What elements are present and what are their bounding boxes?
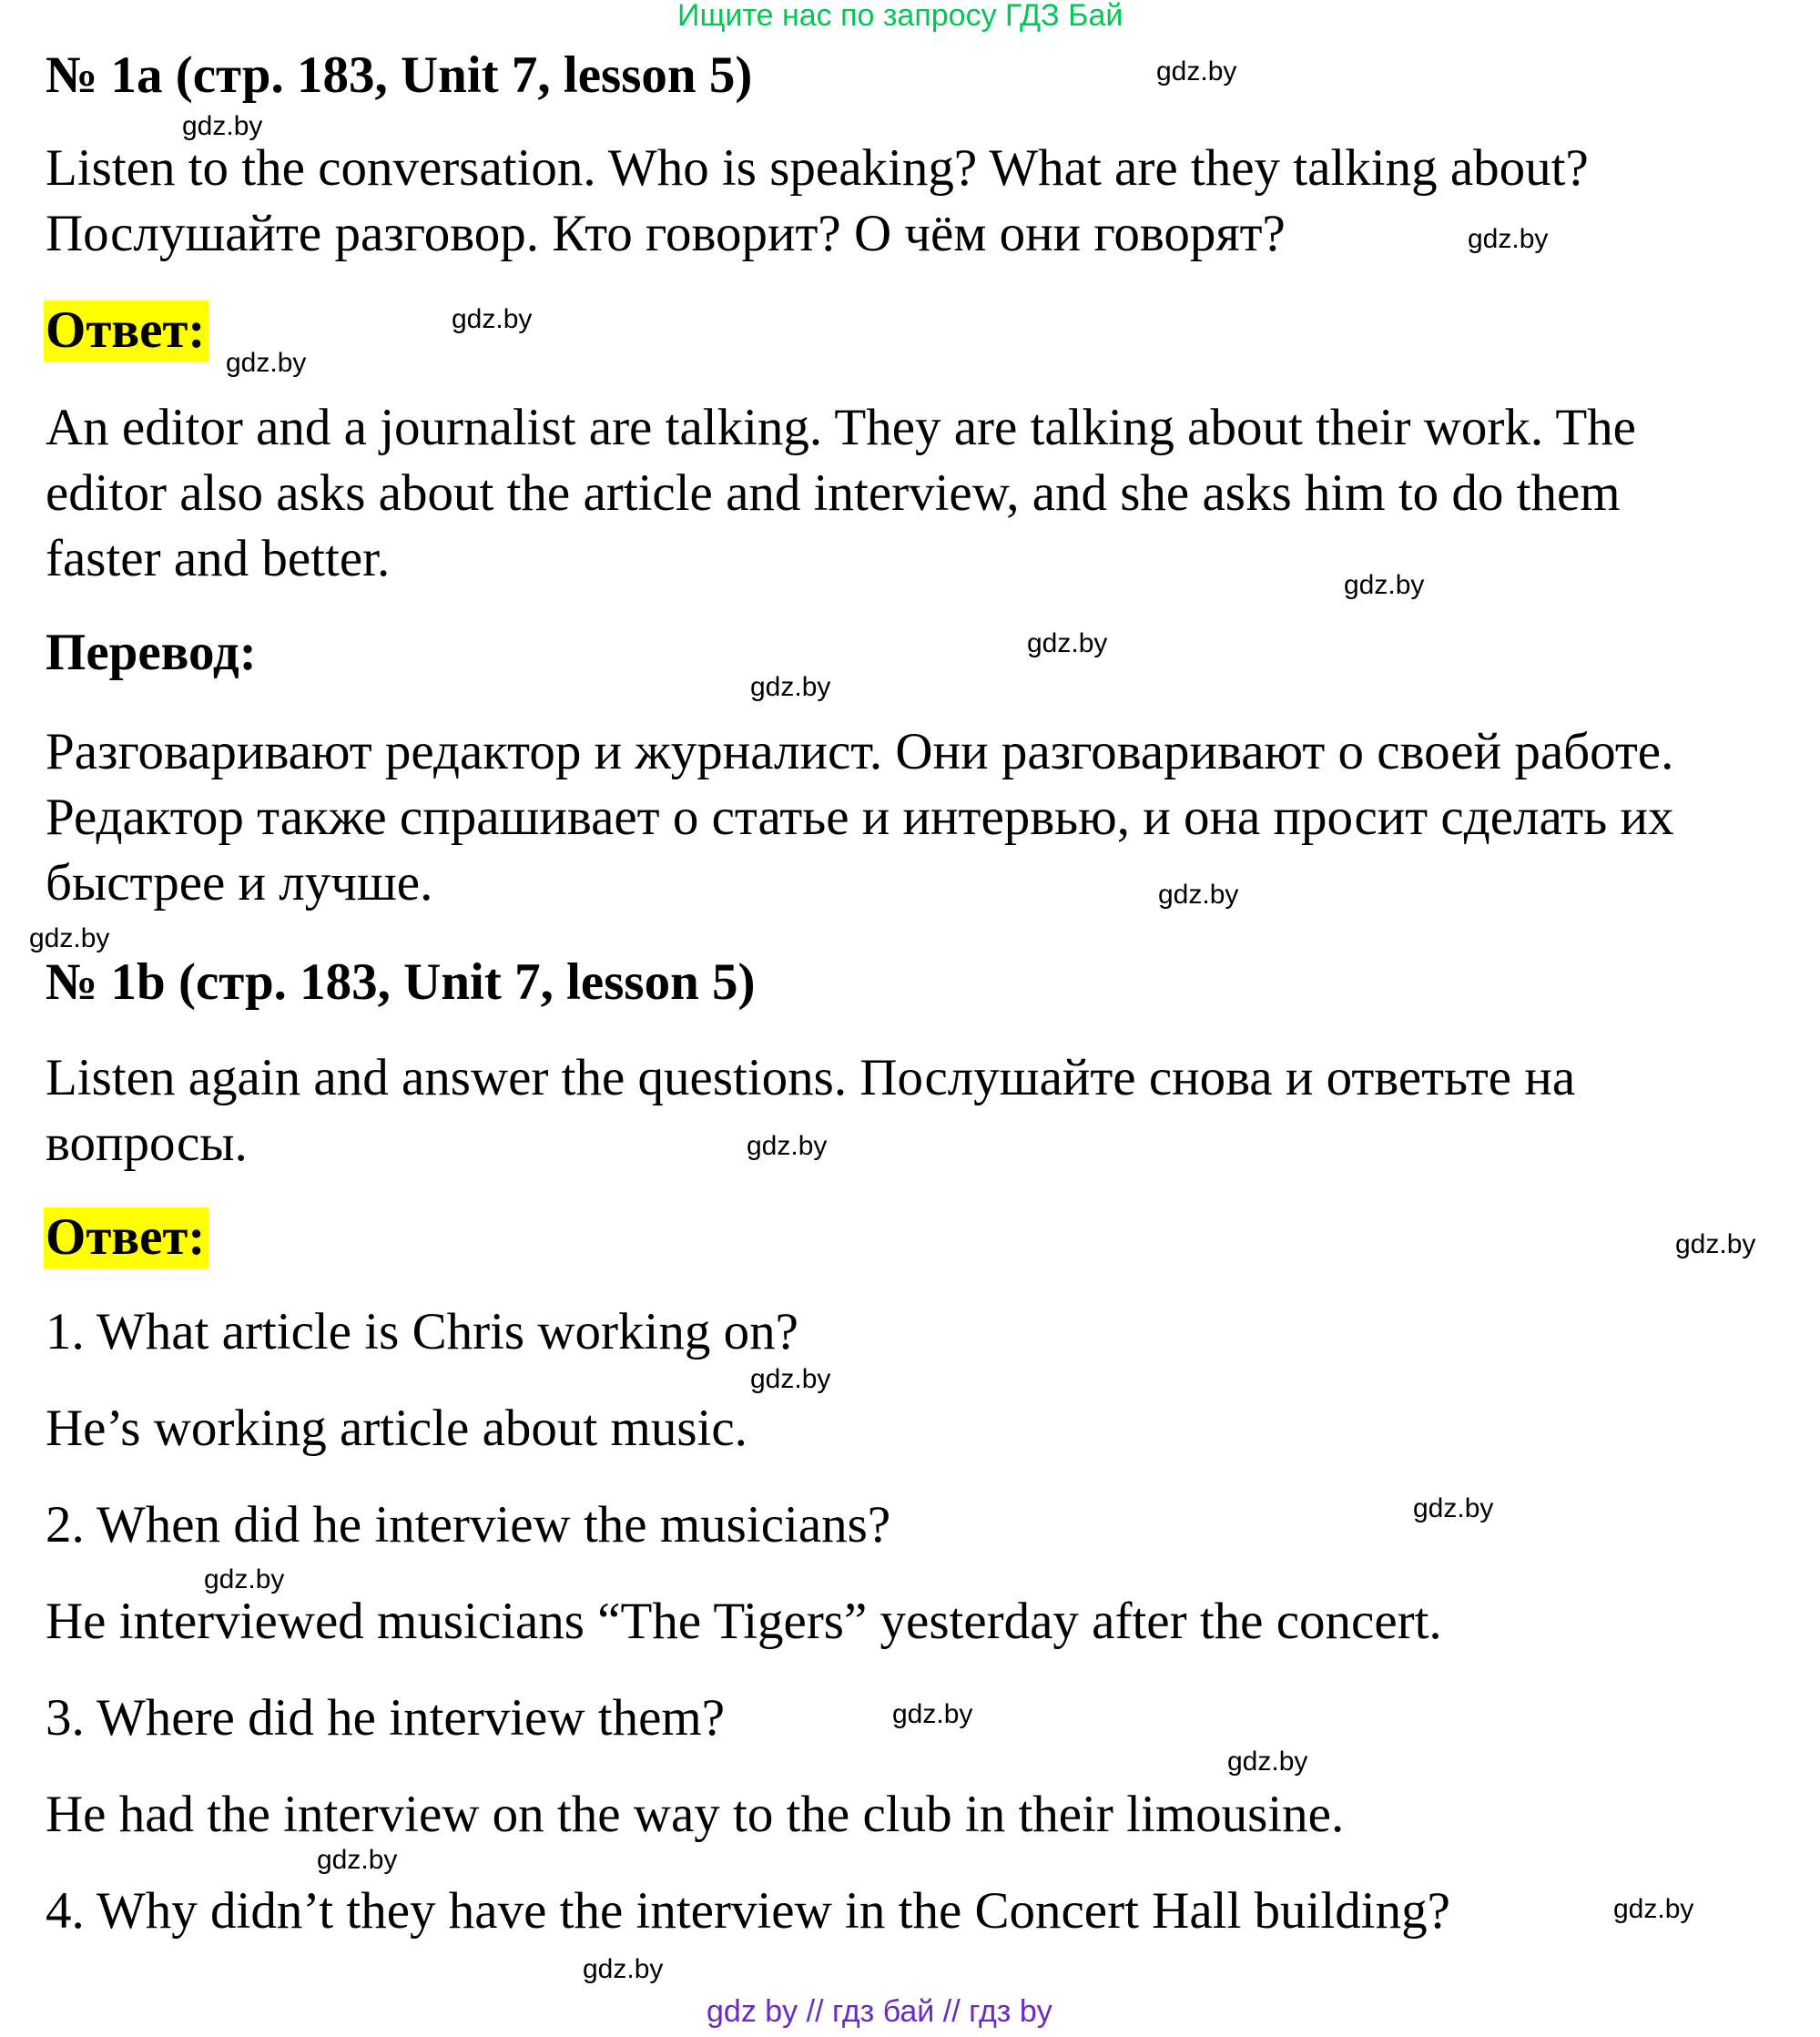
watermark: gdz.by — [1344, 570, 1425, 600]
question-2: 2. When did he interview the musicians? — [46, 1496, 891, 1553]
top-banner: Ищите нас по запросу ГДЗ Бай — [677, 0, 1124, 33]
question-3: 3. Where did he interview them? — [46, 1689, 726, 1747]
watermark: gdz.by — [747, 1131, 828, 1161]
watermark: gdz.by — [317, 1845, 398, 1875]
watermark: gdz.by — [892, 1699, 973, 1729]
exercise-1a-answer-text: An editor and a journalist are talking. They are talking about their work. The editor also asks about the article and interview, and she asks him to do them faster and better. — [46, 399, 1636, 587]
watermark: gdz.by — [226, 348, 307, 378]
watermark: gdz.by — [1227, 1747, 1308, 1777]
exercise-1b-task: Listen again and answer the questions. Послушайте снова и ответьте на вопросы. — [46, 1049, 1576, 1172]
watermark: gdz.by — [204, 1564, 285, 1594]
watermark: gdz.by — [1027, 628, 1108, 658]
exercise-1a-translation-label: Перевод: — [46, 624, 257, 681]
bottom-banner: gdz by // гдз бай // гдз by — [707, 1994, 1052, 2029]
watermark: gdz.by — [750, 1364, 831, 1394]
watermark: gdz.by — [750, 672, 831, 702]
exercise-1a-task-en: Listen to the conversation. Who is speaking? What are they talking about? — [46, 139, 1589, 197]
watermark: gdz.by — [1413, 1493, 1494, 1523]
watermark: gdz.by — [452, 304, 533, 334]
watermark: gdz.by — [1675, 1229, 1756, 1259]
watermark: gdz.by — [1613, 1894, 1694, 1924]
question-1: 1. What article is Chris working on? — [46, 1303, 798, 1360]
question-4: 4. Why didn’t they have the interview in the Concert Hall building? — [46, 1882, 1450, 1940]
answer-1: He’s working article about music. — [46, 1400, 747, 1457]
watermark: gdz.by — [1468, 224, 1549, 254]
exercise-1b-heading: № 1b (стр. 183, Unit 7, lesson 5) — [46, 953, 756, 1011]
watermark: gdz.by — [182, 111, 263, 141]
answer-3: He had the interview on the way to the club in their limousine. — [46, 1786, 1345, 1843]
exercise-1b-answer-label: Ответ: — [44, 1207, 208, 1268]
answer-2: He interviewed musicians “The Tigers” yesterday after the concert. — [46, 1593, 1442, 1650]
exercise-1a-task-ru: Послушайте разговор. Кто говорит? О чём они говорят? — [46, 205, 1286, 262]
watermark: gdz.by — [1158, 880, 1239, 910]
exercise-1a-translation-text: Разговаривают редактор и журналист. Они разговаривают о своей работе. Редактор также спрашивает о статье и интервью, и она просит сделать их быстрее и лучше. — [46, 723, 1674, 912]
watermark: gdz.by — [1156, 56, 1237, 87]
exercise-1a-heading: № 1a (стр. 183, Unit 7, lesson 5) — [46, 46, 753, 104]
watermark: gdz.by — [29, 923, 110, 953]
exercise-1a-answer-label: Ответ: — [44, 300, 208, 362]
watermark: gdz.by — [583, 1954, 664, 1984]
